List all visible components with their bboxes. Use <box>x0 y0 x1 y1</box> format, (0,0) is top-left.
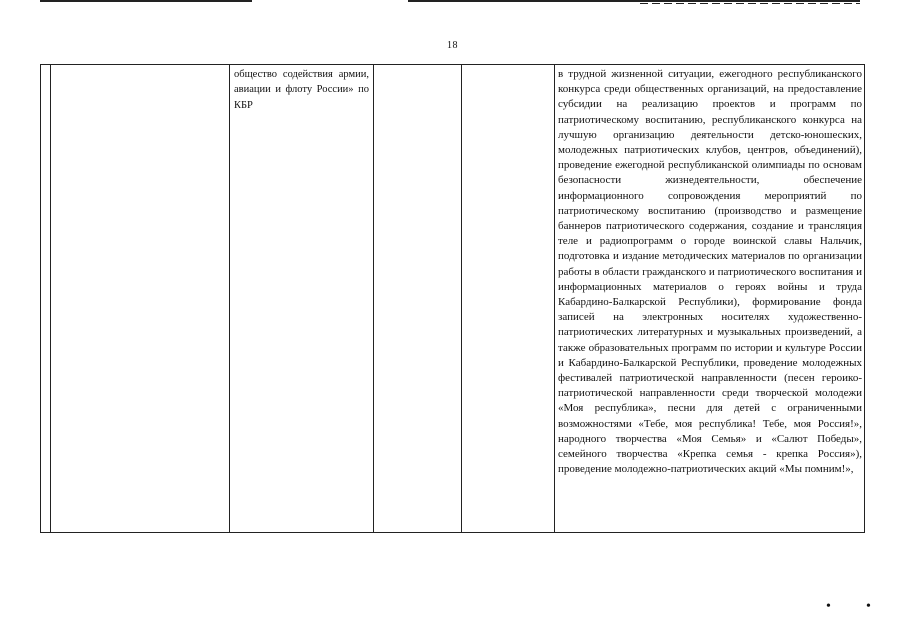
top-scan-rule-dashed <box>640 3 860 4</box>
table-cell-empty <box>51 65 230 533</box>
page-number: 18 <box>447 40 458 51</box>
top-scan-rule-left <box>40 0 252 2</box>
table-cell-empty <box>374 65 462 533</box>
scan-speck: • <box>866 599 871 614</box>
table-cell-description: в трудной жизненной ситуации, ежегодного республиканского конкурса среди общественных организаций, на предоставление субсидии на реализацию проектов и программ по патриотическому воспитанию, республиканского конкурса на лучшую организацию деятельности детско-юношеских, молодежных патриотических клубов, центров, объединений), проведение ежегодной республиканской олимпиады по основам безопасности жизнедеятельности, обеспечение информационного сопровождения мероприятий по патриотическому воспитанию (производство и размещение баннеров патриотического содержания, создание и трансляция теле и радиопрограмм о городе воинской славы Нальчик, подготовка и издание методических материалов по организации работы в области гражданского и патриотического воспитания и информационных материалов о героях войны и труда Кабардино-Балкарской Республики), формирование фонда записей на электронных носителях художественно-патриотических литературных и музыкальных произведений, а также образовательных программ по истории и культуре России и Кабардино-Балкарской Республики, проведение молодежных фестивалей патриотической направленности (песен героико-патриотической направленности среди творческой молодежи «Моя республика», песни для детей с ограниченными возможностями «Тебе, моя республика! Тебе, моя Россия!», народного творчества «Моя Семья» и «Салют Победы», семейного творчества «Крепка семья - крепка Россия»), проведение молодежно-патриотических акций «Мы помним!», <box>555 65 865 533</box>
table-cell-organization: общество содействия армии, авиации и флоту России» по КБР <box>230 65 374 533</box>
table-row <box>41 65 865 533</box>
table-cell-number <box>41 65 51 533</box>
scan-speck: • <box>826 599 831 614</box>
document-table <box>40 64 865 533</box>
table-cell-empty <box>462 65 555 533</box>
top-scan-rule-right <box>408 0 860 2</box>
